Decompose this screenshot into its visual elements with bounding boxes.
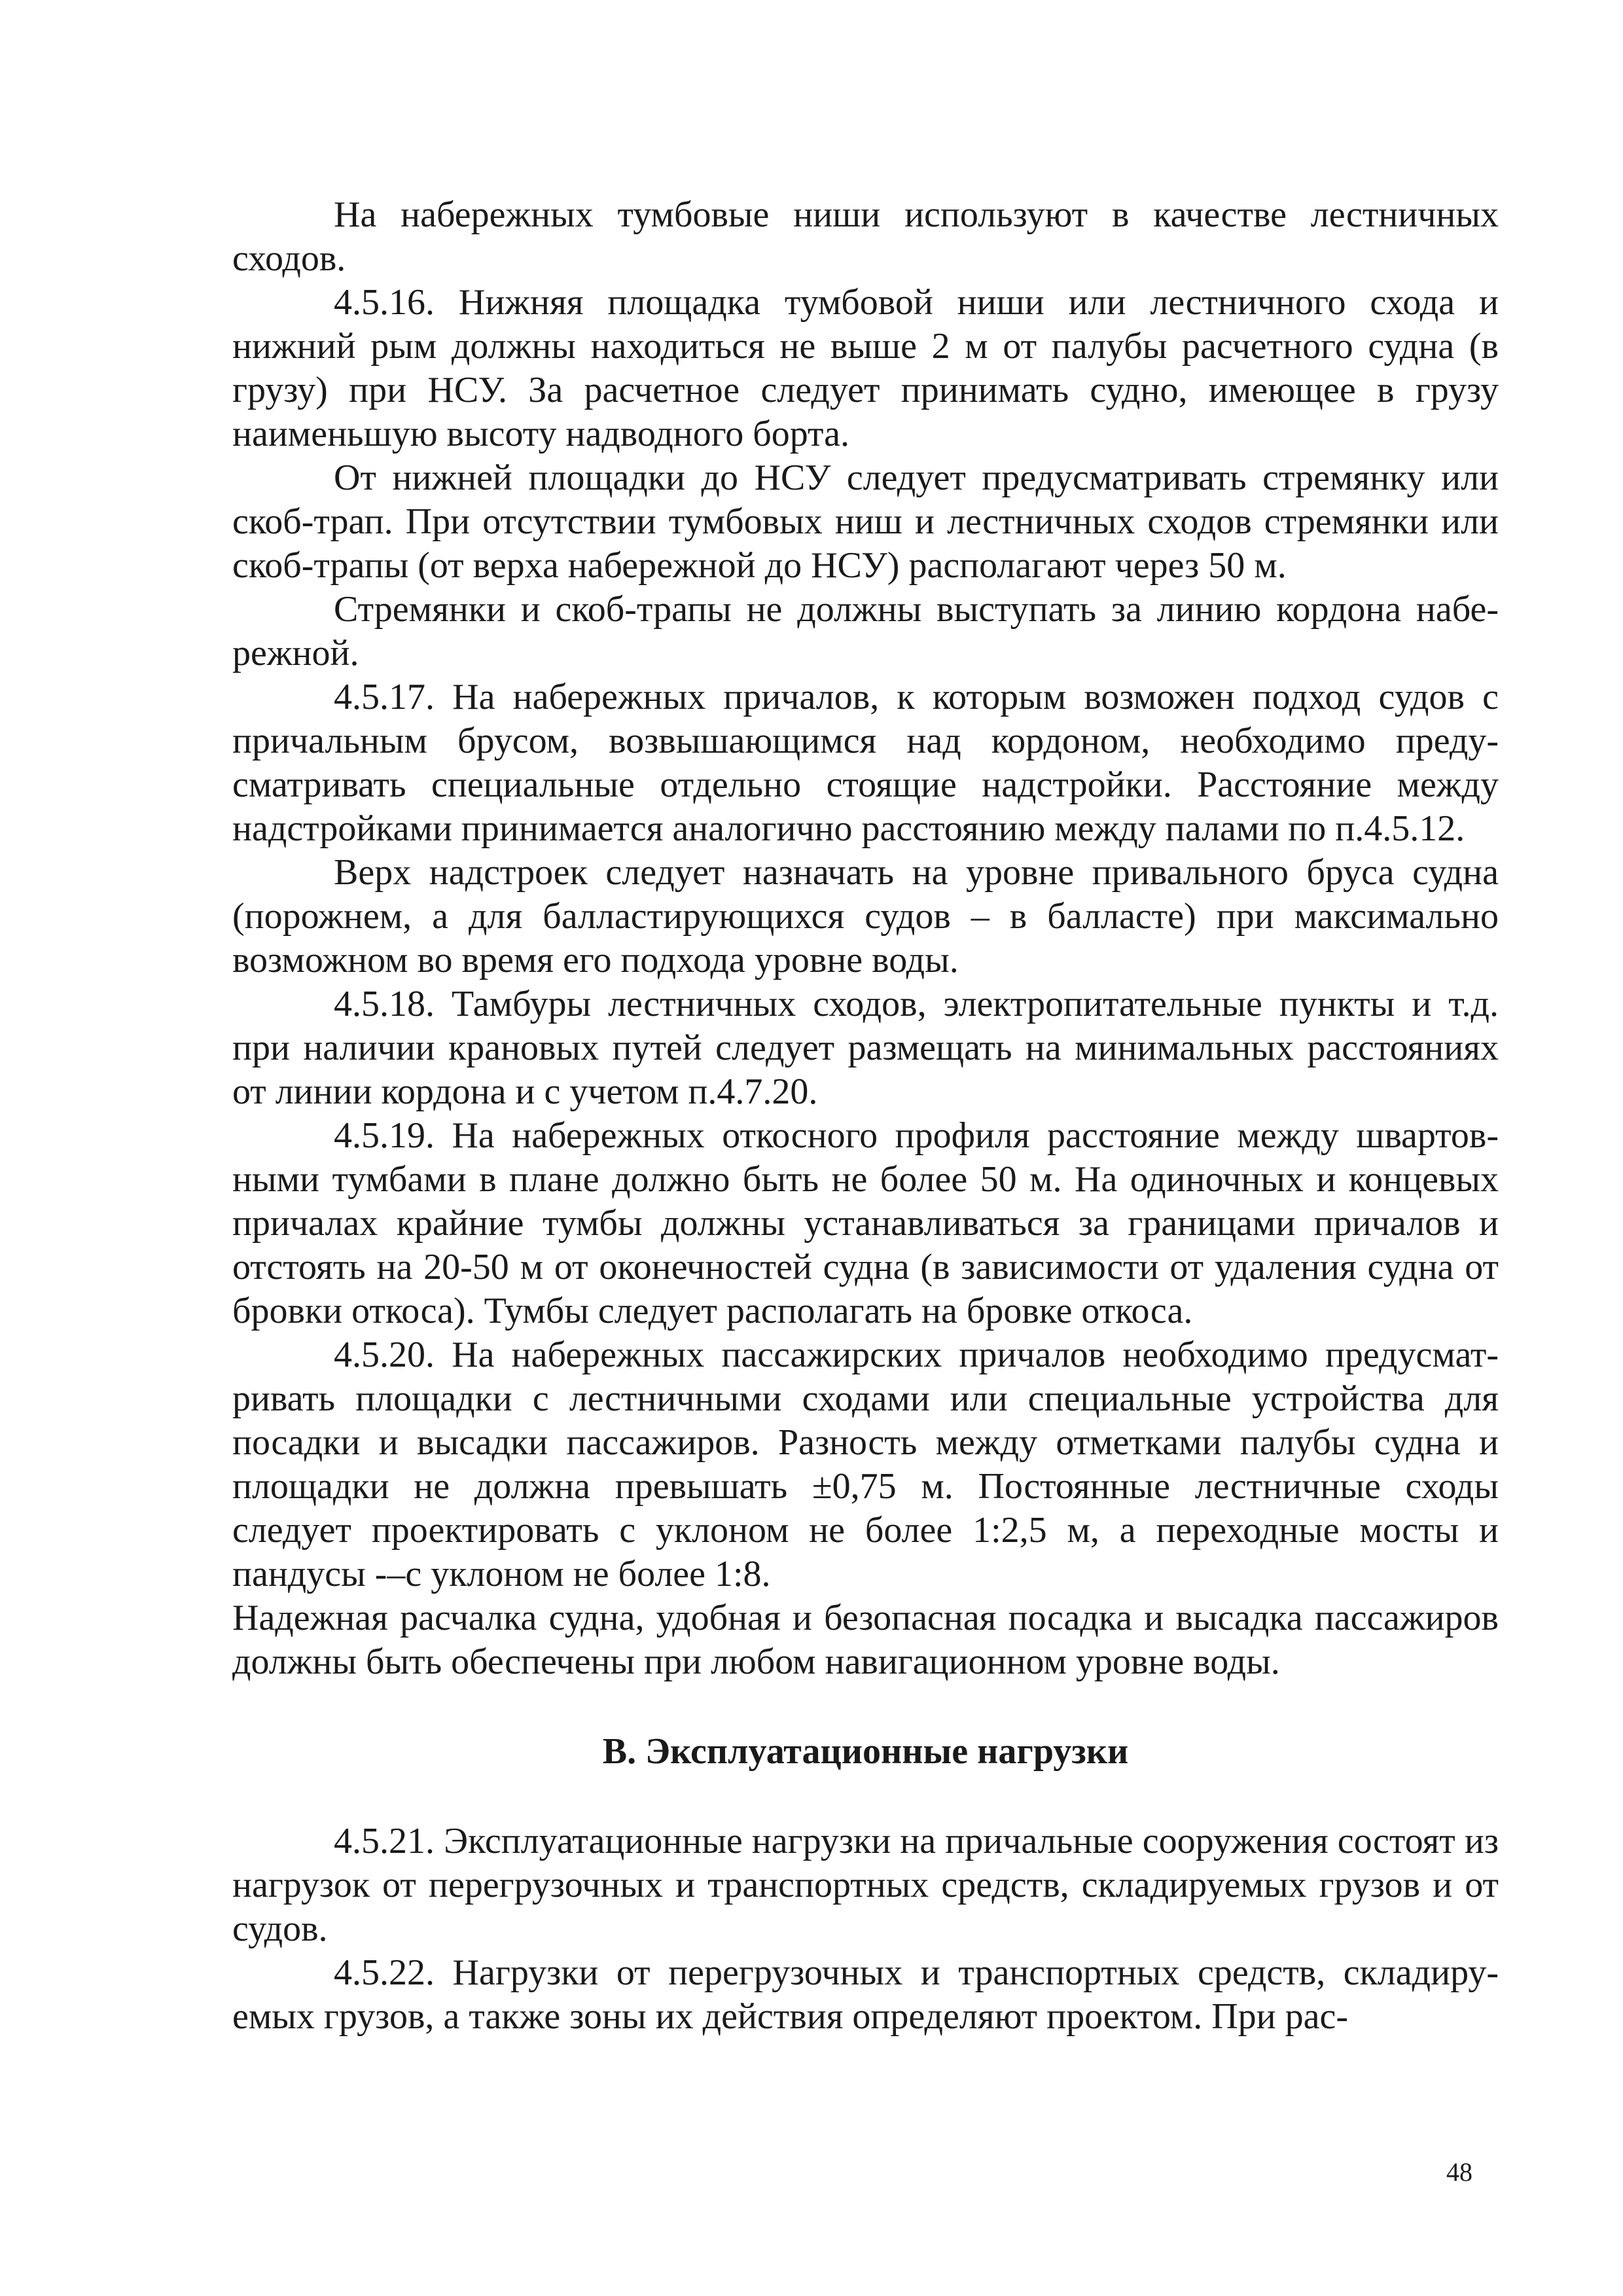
paragraph-no-indent: Надежная расчалка судна, удобная и безопасная посадка и высадка пассажиров должны быть обеспечены при любом навигационном уровне воды. — [232, 1598, 1499, 1682]
paragraph: От нижней площадки до НСУ следует предусматривать стремянку или скоб-трап. При отсутствии тумбовых ниш и лестничных сходов стремянки или скоб-трапы (от верха набережной до НСУ) располагают через 50 м. — [232, 457, 1499, 586]
section-heading: В. Эксплуатационные нагрузки — [602, 1731, 1129, 1772]
document-body — [232, 193, 1499, 2039]
paragraph-4-5-21: 4.5.21. Эксплуатационные нагрузки на причальные сооружения состоят из нагрузок от перегрузочных и транспортных средств, складируемых грузов и от судов. — [232, 1821, 1499, 1949]
paragraph-4-5-17: 4.5.17. На набережных причалов, к которым возможен подход судов с причальным брусом, возвышающимся над кордоном, необходимо предусматривать специальные отдельно стоящие надстройки. Расстояние между надстройками принимается аналогично расстоянию между палами по п.4.5.12. — [232, 677, 1499, 849]
paragraph: Стремянки и скоб-трапы не должны выступать за линию кордона набережной. — [232, 589, 1499, 673]
paragraph: На набережных тумбовые ниши используют в качестве лестничных сходов. — [232, 194, 1499, 279]
paragraph-4-5-19: 4.5.19. На набережных откосного профиля расстояние между швартовными тумбами в плане должно быть не более 50 м. На одиночных и концевых причалах крайние тумбы должны устанавливаться за границами причалов и отстоять на 20-50 м от оконечностей судна (в зависимости от удаления судна от бровки откоса). Тумбы следует располагать на бровке откоса. — [232, 1115, 1499, 1331]
paragraph-4-5-20: 4.5.20. На набережных пассажирских причалов необходимо предусматривать площадки с лестничными сходами или специальные устройства для посадки и высадки пассажиров. Разность между отметками палубы судна и площадки не должна превышать ±0,75 м. Постоянные лестничные сходы следует проектировать с уклоном не более 1:2,5 м, а переходные мосты и пандусы -–с уклоном не более 1:8. — [232, 1335, 1499, 1594]
page-number: 48 — [1446, 2157, 1472, 2187]
paragraph-4-5-16: 4.5.16. Нижняя площадка тумбовой ниши или лестничного схода и нижний рым должны находиться не выше 2 м от палубы расчетного судна (в грузу) при НСУ. За расчетное следует принимать судно, имеющее в грузу наименьшую высоту надводного борта. — [232, 282, 1499, 454]
paragraph: Верх надстроек следует назначать на уровне привального бруса судна (порожнем, а для балластирующихся судов – в балласте) при максимально возможном во время его подхода уровне воды. — [232, 852, 1499, 980]
paragraph-4-5-22: 4.5.22. Нагрузки от перегрузочных и транспортных средств, складируемых грузов, а также зоны их действия определяют проектом. При рас- — [232, 1952, 1499, 2037]
paragraph-4-5-18: 4.5.18. Тамбуры лестничных сходов, электропитательные пункты и т.д. при наличии крановых путей следует размещать на минимальных расстояниях от линии кордона и с учетом п.4.7.20. — [232, 984, 1499, 1112]
